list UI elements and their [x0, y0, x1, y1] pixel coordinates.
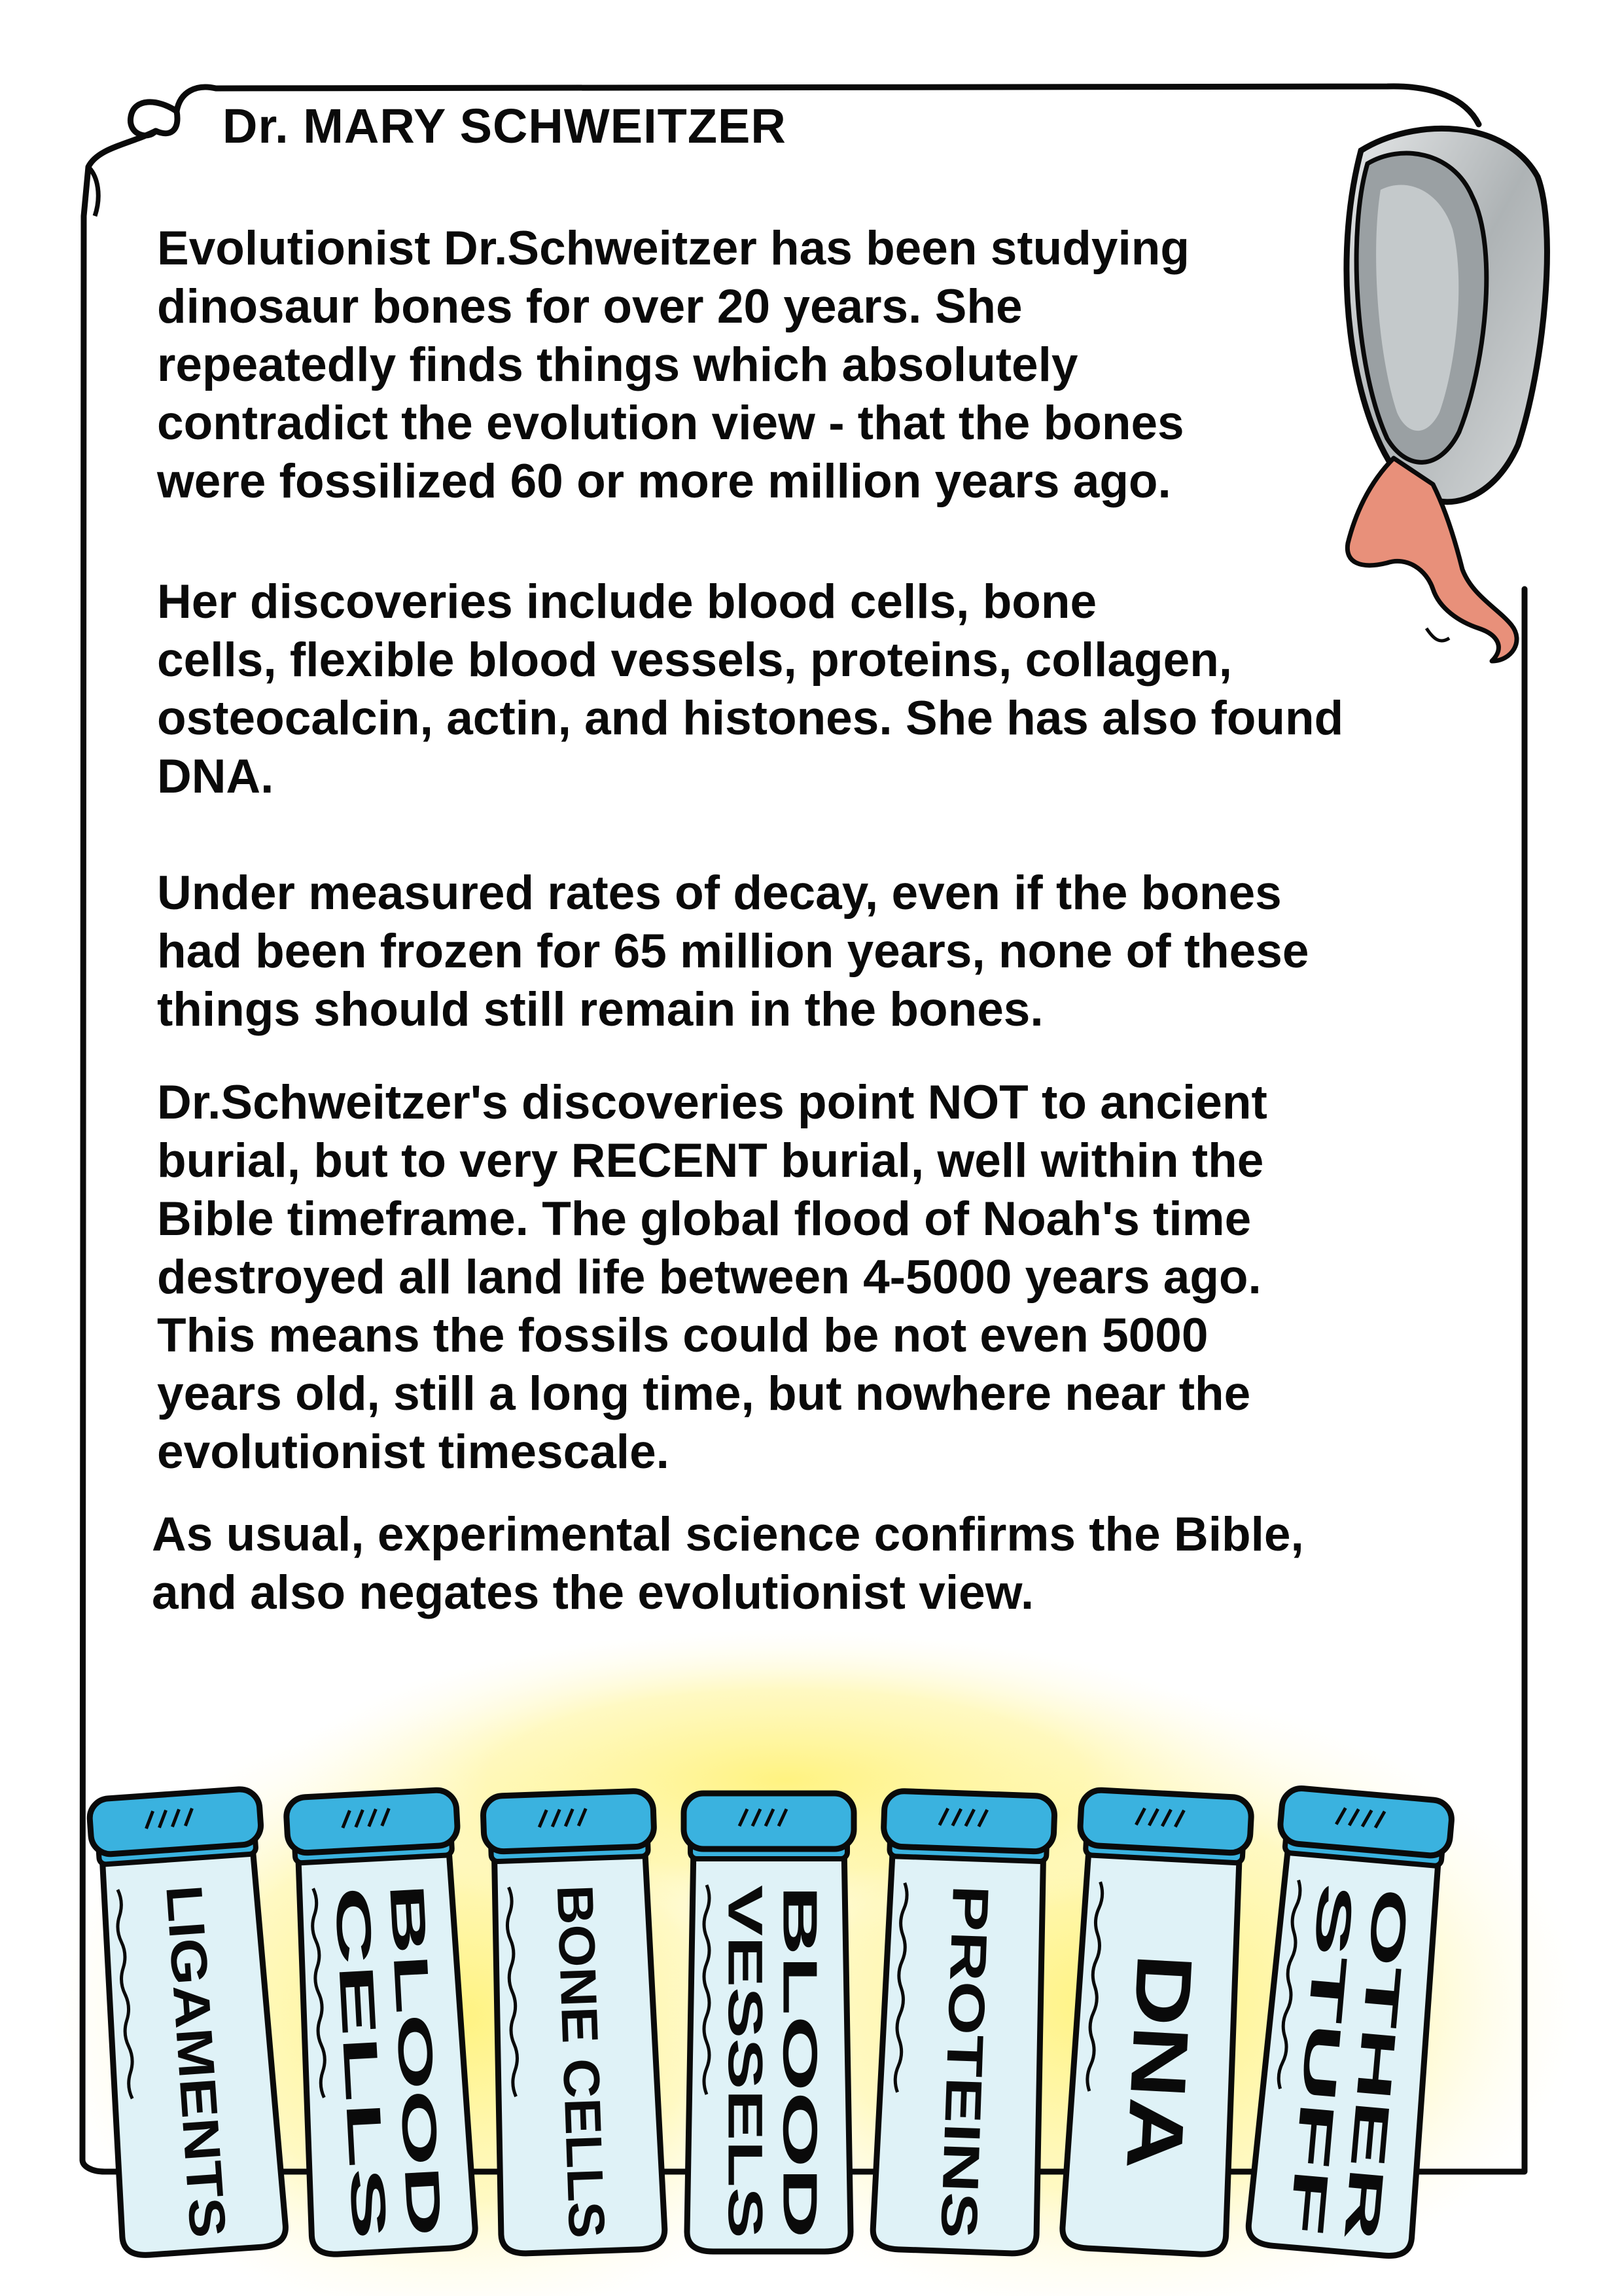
- text-line: burial, but to very RECENT burial, well within the: [157, 1134, 1264, 1187]
- paragraph-decay: [157, 864, 1309, 1039]
- jar-dna: [1058, 1789, 1252, 2256]
- text-line: things should still remain in the bones.: [157, 983, 1044, 1036]
- jar-bone-cells: [483, 1791, 669, 2255]
- jar-label: PROTEINS: [933, 1884, 1000, 2147]
- jar-blood-vessels: [684, 1793, 854, 2251]
- text-line: This means the fossils could be not even 5000: [157, 1309, 1209, 1362]
- text-line: osteocalcin, actin, and histones. She has also found: [157, 692, 1344, 745]
- text-line: DNA.: [157, 750, 274, 803]
- jar-label: BLOOD: [773, 1885, 828, 2060]
- text-line: Her discoveries include blood cells, bone: [157, 575, 1097, 628]
- text-line: contradict the evolution view - that the bones: [157, 397, 1184, 450]
- text-line: were fossilized 60 or more million years ago.: [157, 455, 1171, 508]
- text-line: cells, flexible blood vessels, proteins, collagen,: [157, 634, 1233, 687]
- spilled-bowl: [1347, 128, 1547, 661]
- text-line: Evolutionist Dr.Schweitzer has been studying: [157, 222, 1190, 275]
- text-line: had been frozen for 65 million years, none of these: [157, 925, 1309, 978]
- text-line: and also negates the evolutionist view.: [152, 1566, 1034, 1619]
- text-line: years old, still a long time, but nowhere near the: [157, 1367, 1251, 1420]
- text-line: dinosaur bones for over 20 years. She: [157, 280, 1023, 333]
- jar-label: VESSELS: [718, 1885, 773, 2109]
- spill: [1347, 458, 1517, 661]
- text-line: Bible timeframe. The global flood of Noah's time: [157, 1193, 1252, 1246]
- spill-drip: [1426, 628, 1449, 641]
- jar-label: CELLS: [325, 1885, 387, 2047]
- paragraph-discoveries: [157, 573, 1343, 806]
- paragraph-recent-burial: [157, 1073, 1267, 1481]
- jar-label: LIGAMENTS: [155, 1883, 234, 2187]
- paragraph-conclusion: [152, 1505, 1304, 1622]
- text-line: evolutionist timescale.: [157, 1426, 669, 1479]
- text-line: destroyed all land life between 4-5000 years ago.: [157, 1251, 1262, 1304]
- jar-proteins: [869, 1791, 1055, 2255]
- jar-label: STUFF: [1296, 1881, 1364, 2041]
- text-line: As usual, experimental science confirms the Bible,: [152, 1508, 1304, 1561]
- page-title: Dr. MARY SCHWEITZER: [222, 99, 786, 153]
- jar-label: DNA: [1112, 1952, 1209, 2126]
- jar-blood-cells: [285, 1789, 479, 2256]
- jar-label: OTHER: [1350, 1886, 1419, 2060]
- jar-label: BLOOD: [379, 1882, 443, 2060]
- paragraph-intro: [157, 219, 1190, 511]
- text-line: Dr.Schweitzer's discoveries point NOT to ancient: [157, 1076, 1267, 1129]
- text-line: Under measured rates of decay, even if the bones: [157, 867, 1282, 920]
- text-line: repeatedly finds things which absolutely: [157, 338, 1078, 391]
- jar-label: BONE CELLS: [546, 1884, 616, 2215]
